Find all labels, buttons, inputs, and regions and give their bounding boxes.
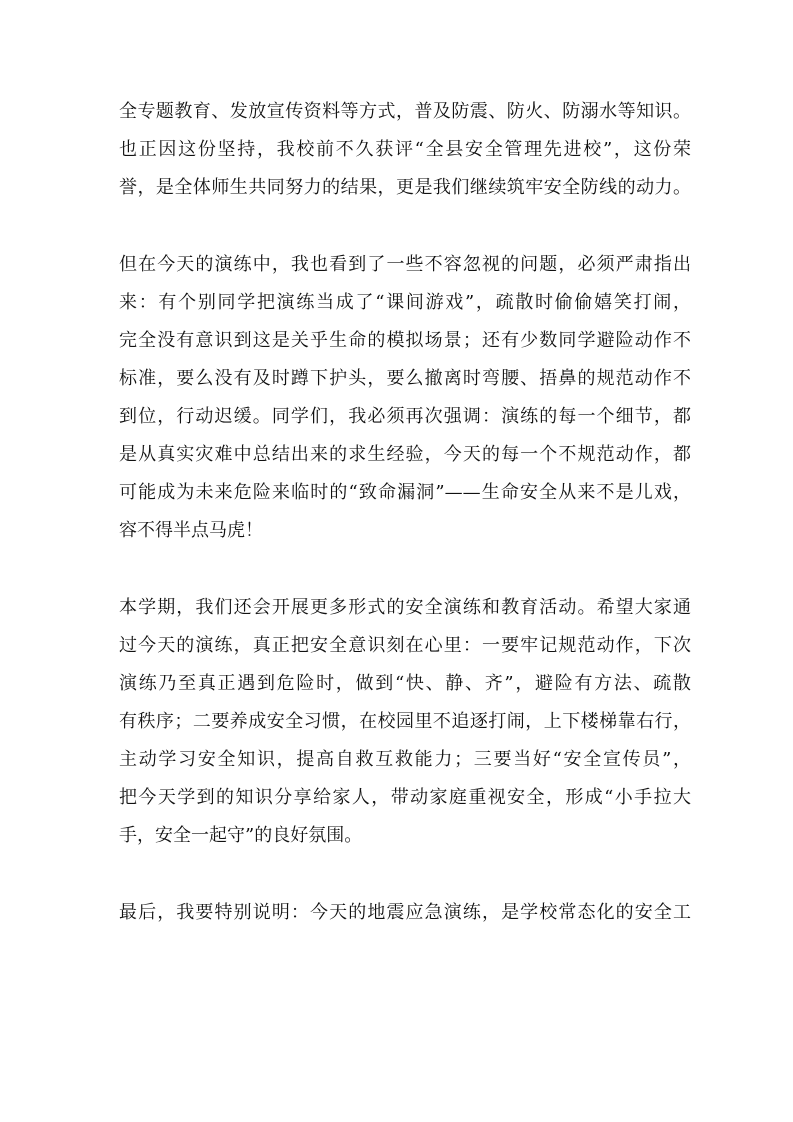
text-line: 标准，要么没有及时蹲下护头，要么撤离时弯腰、捂鼻的规范动作不 [119, 368, 691, 389]
text-line: 手，安全一起守”的良好氛围。 [119, 825, 363, 846]
text-line: 是从真实灾难中总结出来的求生经验，今天的每一个不规范动作，都 [119, 444, 691, 465]
text-line: 到位，行动迟缓。同学们，我必须再次强调：演练的每一个细节，都 [119, 406, 691, 427]
text-line: 本学期，我们还会开展更多形式的安全演练和教育活动。希望大家通 [119, 597, 691, 618]
text-line: 主动学习安全知识，提高自救互救能力；三要当好“安全宣传员”， [119, 749, 691, 770]
text-line: 演练乃至真正遇到危险时，做到“快、静、齐”，避险有方法、疏散 [119, 673, 691, 694]
text-line: 过今天的演练，真正把安全意识刻在心里：一要牢记规范动作，下次 [119, 635, 691, 656]
paragraph-1 [119, 93, 691, 207]
document-page [119, 93, 691, 932]
text-line: 最后，我要特别说明：今天的地震应急演练，是学校常态化的安全工 [119, 902, 691, 923]
text-line: 但在今天的演练中，我也看到了一些不容忽视的问题，必须严肃指出 [119, 254, 691, 275]
text-line: 来：有个别同学把演练当成了“课间游戏”，疏散时偷偷嬉笑打闹， [119, 292, 691, 313]
paragraph-3 [119, 589, 691, 855]
text-line: 全专题教育、发放宣传资料等方式，普及防震、防火、防溺水等知识。 [119, 101, 691, 122]
text-line: 有秩序；二要养成安全习惯，在校园里不追逐打闹，上下楼梯靠右行， [119, 711, 691, 732]
paragraph-gap [119, 207, 691, 246]
text-line: 誉，是全体师生共同努力的结果，更是我们继续筑牢安全防线的动力。 [119, 177, 691, 198]
paragraph-gap [119, 550, 691, 589]
text-line: 容不得半点马虎！ [119, 520, 263, 541]
paragraph-4 [119, 894, 691, 932]
text-line: 也正因这份坚持，我校前不久获评“全县安全管理先进校”，这份荣 [119, 139, 691, 160]
paragraph-gap [119, 855, 691, 894]
text-line: 可能成为未来危险来临时的“致命漏洞”——生命安全从来不是儿戏， [119, 482, 691, 503]
paragraph-2 [119, 246, 691, 550]
text-line: 把今天学到的知识分享给家人，带动家庭重视安全，形成“小手拉大 [119, 787, 691, 808]
text-line: 完全没有意识到这是关乎生命的模拟场景；还有少数同学避险动作不 [119, 330, 691, 351]
